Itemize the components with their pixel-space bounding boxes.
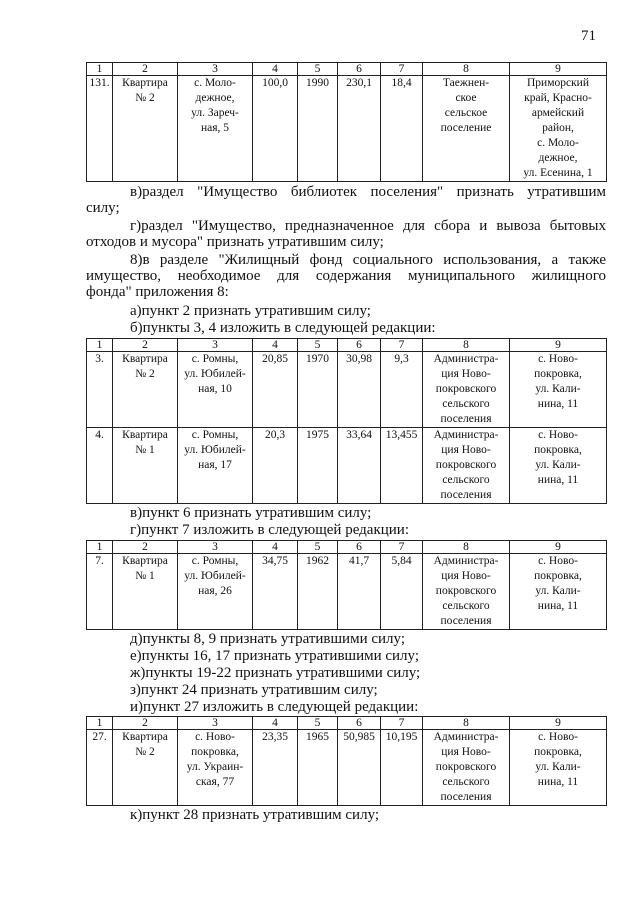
table-cell — [113, 352, 178, 428]
text-line: фонда" приложения 8: — [86, 284, 229, 300]
table-cell — [338, 352, 381, 428]
header-cell: 8 — [423, 541, 510, 554]
header-cell: 5 — [298, 339, 338, 352]
paragraph-8 — [86, 252, 606, 300]
item-i: и)пункт 27 изложить в следующей редакции: — [130, 699, 419, 715]
table-cell — [87, 352, 113, 428]
cell-text: Таежнен- ское сельское поселение — [440, 77, 492, 134]
item-zh: ж)пункты 19-22 признать утратившими силу; — [130, 665, 421, 681]
cell-text: 9,3 — [394, 353, 409, 365]
property-table-4 — [86, 716, 607, 806]
header-cell: 3 — [178, 63, 253, 76]
cell-text: 1975 — [306, 429, 329, 441]
item-e: е)пункты 16, 17 признать утратившими силу; — [130, 648, 420, 664]
table-cell — [338, 76, 381, 182]
cell-text: 34,75 — [262, 555, 288, 567]
cell-text: 131. — [89, 77, 110, 89]
cell-text: 18,4 — [391, 77, 412, 89]
header-cell: 6 — [338, 339, 381, 352]
table-cell — [298, 428, 338, 504]
table-cell — [381, 352, 423, 428]
table-cell — [253, 76, 298, 182]
table-cell — [338, 730, 381, 806]
header-cell: 5 — [298, 541, 338, 554]
cell-text: с. Ново- покровка, ул. Кали- нина, 11 — [534, 353, 582, 410]
table-cell — [178, 428, 253, 504]
cell-text: Квартира № 2 — [122, 731, 168, 758]
cell-text: 3. — [95, 353, 104, 365]
paragraph-v — [86, 184, 606, 216]
text-line: г)раздел "Имущество, предназначенное для сбора и вывоза бытовых — [130, 218, 606, 234]
item-z: з)пункт 24 признать утратившим силу; — [130, 682, 378, 698]
header-cell: 3 — [178, 717, 253, 730]
cell-text: 41,7 — [348, 555, 370, 567]
item-b: б)пункты 3, 4 изложить в следующей редакции: — [130, 320, 436, 336]
text-line: 8)в разделе "Жилищный фонд социального использования, а также — [130, 252, 606, 268]
header-cell: 6 — [338, 63, 381, 76]
cell-text: 5,84 — [391, 555, 412, 567]
header-cell: 2 — [113, 541, 178, 554]
table-cell — [298, 76, 338, 182]
header-cell: 7 — [381, 339, 423, 352]
header-cell: 3 — [178, 339, 253, 352]
table-cell — [423, 76, 510, 182]
cell-text: 30,98 — [346, 353, 372, 365]
cell-text: 100,0 — [262, 77, 288, 89]
text-line: имущество, необходимое для содержания муниципального жилищного — [86, 268, 606, 284]
item-d: д)пункты 8, 9 признать утратившими силу; — [130, 631, 405, 647]
header-cell: 9 — [510, 541, 607, 554]
table-cell — [253, 730, 298, 806]
table-row — [87, 352, 607, 428]
table-cell — [87, 428, 113, 504]
cell-text: с. Ново- покровка, ул. Кали- нина, 11 — [534, 731, 582, 788]
table-cell — [253, 352, 298, 428]
table-cell — [381, 730, 423, 806]
cell-text: Квартира № 2 — [122, 353, 168, 380]
header-cell: 8 — [423, 339, 510, 352]
table-cell — [178, 352, 253, 428]
text-line: силу; — [86, 200, 120, 216]
cell-text: 20,85 — [262, 353, 288, 365]
cell-text: Приморский край, Красно- армейский район, с. Моло- дежное, ул. Есенина, 1 — [523, 77, 593, 179]
table-header-row — [87, 717, 607, 730]
header-cell: 6 — [338, 717, 381, 730]
property-table-2 — [86, 338, 607, 504]
cell-text: 1962 — [306, 555, 329, 567]
table-cell — [338, 428, 381, 504]
table-cell — [113, 554, 178, 630]
table-cell — [298, 554, 338, 630]
table-cell — [87, 554, 113, 630]
table-cell — [87, 76, 113, 182]
header-cell: 4 — [253, 541, 298, 554]
header-cell: 1 — [87, 717, 113, 730]
header-cell: 7 — [381, 717, 423, 730]
header-cell: 4 — [253, 717, 298, 730]
table-cell — [381, 76, 423, 182]
table-cell — [510, 352, 607, 428]
item-k: к)пункт 28 признать утратившим силу; — [130, 807, 380, 823]
header-cell: 2 — [113, 717, 178, 730]
header-cell: 9 — [510, 339, 607, 352]
header-cell: 2 — [113, 339, 178, 352]
cell-text: 4. — [95, 429, 104, 441]
table-row — [87, 428, 607, 504]
cell-text: 1970 — [306, 353, 329, 365]
item-v2: в)пункт 6 признать утратившим силу; — [130, 505, 372, 521]
table-cell — [510, 76, 607, 182]
text-line: в)раздел "Имущество библиотек поселения" признать утратившим — [130, 184, 606, 200]
table-cell — [178, 76, 253, 182]
header-cell: 1 — [87, 541, 113, 554]
item-g2: г)пункт 7 изложить в следующей редакции: — [130, 522, 409, 538]
table-header-row — [87, 63, 607, 76]
text-line: отходов и мусора" признать утратившим силу; — [86, 234, 384, 250]
table-cell — [338, 554, 381, 630]
cell-text: 7. — [95, 555, 104, 567]
table-header-row — [87, 541, 607, 554]
header-cell: 7 — [381, 541, 423, 554]
table-cell — [510, 554, 607, 630]
cell-text: с. Ново- покровка, ул. Кали- нина, 11 — [534, 555, 582, 612]
cell-text: 13,455 — [385, 429, 418, 441]
header-cell: 5 — [298, 717, 338, 730]
property-table-1 — [86, 62, 607, 182]
table-cell — [87, 730, 113, 806]
table-cell — [510, 428, 607, 504]
cell-text: с. Моло- дежное, ул. Зареч- ная, 5 — [191, 77, 239, 134]
table-cell — [510, 730, 607, 806]
header-cell: 1 — [87, 339, 113, 352]
table-cell — [113, 428, 178, 504]
table-cell — [423, 554, 510, 630]
cell-text: с. Ромны, ул. Юбилей- ная, 17 — [184, 429, 246, 471]
table-row — [87, 76, 607, 182]
header-cell: 5 — [298, 63, 338, 76]
cell-text: Квартира № 1 — [122, 429, 168, 456]
table-cell — [298, 352, 338, 428]
header-cell: 6 — [338, 541, 381, 554]
cell-text: 33,64 — [346, 429, 372, 441]
header-cell: 7 — [381, 63, 423, 76]
table-row — [87, 554, 607, 630]
cell-text: 1965 — [306, 731, 329, 743]
cell-text: с. Ново- покровка, ул. Украин- ская, 77 — [186, 731, 244, 788]
table-cell — [298, 730, 338, 806]
paragraph-g — [86, 218, 606, 250]
cell-text: с. Ромны, ул. Юбилей- ная, 10 — [184, 353, 246, 395]
cell-text: с. Ново- покровка, ул. Кали- нина, 11 — [534, 429, 582, 486]
cell-text: 230,1 — [346, 77, 372, 89]
cell-text: 1990 — [306, 77, 329, 89]
cell-text: 10,195 — [385, 731, 418, 743]
table-cell — [178, 730, 253, 806]
cell-text: Администра- ция Ново- покровского сельского поселения — [433, 429, 499, 501]
header-cell: 9 — [510, 63, 607, 76]
cell-text: 27. — [92, 731, 107, 743]
item-a: а)пункт 2 признать утратившим силу; — [130, 303, 371, 319]
table-cell — [253, 554, 298, 630]
table-cell — [178, 554, 253, 630]
table-cell — [423, 428, 510, 504]
header-cell: 3 — [178, 541, 253, 554]
cell-text: с. Ромны, ул. Юбилей- ная, 26 — [184, 555, 246, 597]
cell-text: Администра- ция Ново- покровского сельского поселения — [433, 731, 499, 803]
table-cell — [381, 554, 423, 630]
table-cell — [423, 730, 510, 806]
page-number: 71 — [581, 28, 596, 44]
header-cell: 4 — [253, 339, 298, 352]
cell-text: 20,3 — [264, 429, 286, 441]
property-table-3 — [86, 540, 607, 630]
header-cell: 9 — [510, 717, 607, 730]
table-row — [87, 730, 607, 806]
table-cell — [113, 730, 178, 806]
table-cell — [253, 428, 298, 504]
table-header-row — [87, 339, 607, 352]
cell-text: Администра- ция Ново- покровского сельского поселения — [433, 353, 499, 425]
cell-text: Администра- ция Ново- покровского сельского поселения — [433, 555, 499, 627]
cell-text: Квартира № 2 — [122, 77, 168, 104]
header-cell: 2 — [113, 63, 178, 76]
table-cell — [423, 352, 510, 428]
cell-text: 23,35 — [262, 731, 288, 743]
table-cell — [381, 428, 423, 504]
header-cell: 4 — [253, 63, 298, 76]
table-cell — [113, 76, 178, 182]
header-cell: 8 — [423, 717, 510, 730]
cell-text: 50,985 — [343, 731, 375, 743]
header-cell: 1 — [87, 63, 113, 76]
header-cell: 8 — [423, 63, 510, 76]
cell-text: Квартира № 1 — [122, 555, 168, 582]
